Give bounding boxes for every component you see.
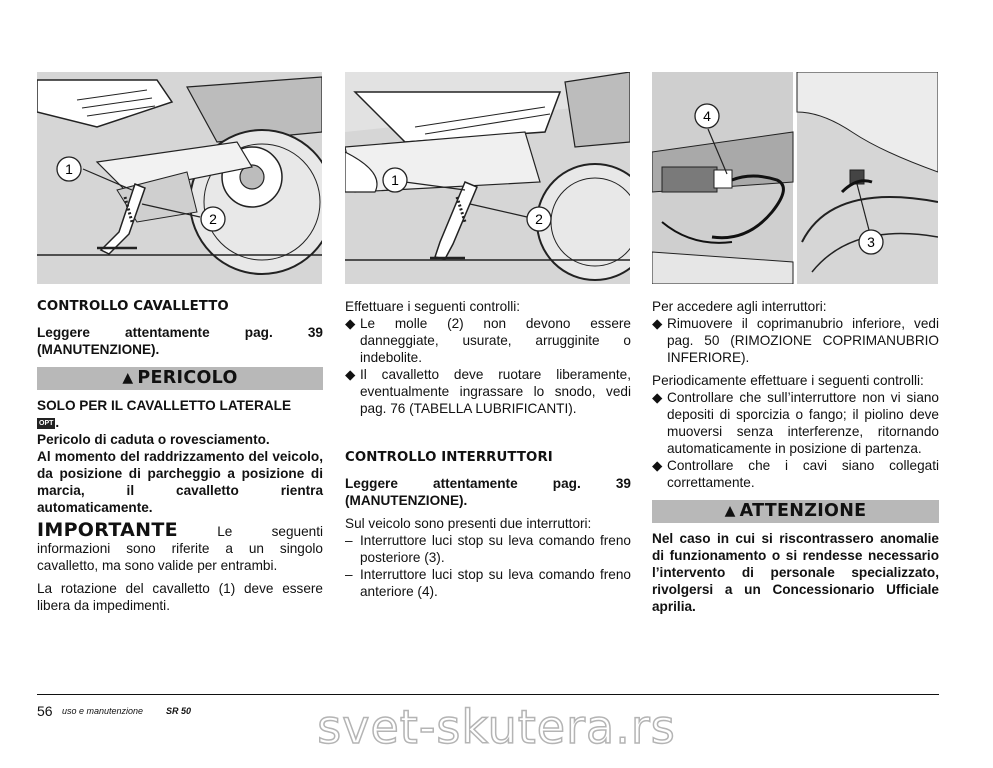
checks-intro: Effettuare i seguenti controlli: — [345, 299, 521, 314]
danger-banner — [37, 367, 323, 390]
watermark: svet-skutera.rs — [317, 700, 676, 754]
warning-triangle-icon: ▲ — [122, 370, 134, 386]
brake-switches-illustration — [652, 72, 938, 284]
danger-banner-label: PERICOLO — [137, 368, 238, 388]
diamond-bullet-icon: ◆ — [345, 367, 356, 382]
switches-intro: Sul veicolo sono presenti due interruttori: — [345, 516, 592, 531]
diamond-bullet-icon: ◆ — [345, 316, 356, 331]
page-number: 56 — [37, 703, 53, 719]
danger-auto-retract-text: Al momento del raddrizzamento del veicolo, da posizione di parcheggio a posizione di marcia, il cavalletto rientra automaticamente. — [37, 449, 323, 515]
dash-bullet: – — [345, 533, 353, 548]
list-item: ◆ Controllare che sull’interruttore non vi siano depositi di sporcizia o fango; il piolino deve muoversi senza interferenze, ritornando automaticamente in posizione di partenza. — [652, 390, 939, 456]
footer-manual-title: uso e manutenzione — [62, 706, 144, 716]
column-switch-access — [652, 298, 939, 621]
column-checks — [345, 298, 631, 606]
side-stand-only-label: SOLO PER IL CAVALLETTO LATERALE — [37, 398, 292, 413]
switches-list — [345, 532, 631, 600]
callout-1-label: 1 — [65, 161, 73, 177]
danger-fall-text: Pericolo di caduta o rovesciamento. — [37, 432, 270, 447]
callout-3-label: 3 — [867, 234, 875, 250]
section-heading-switch-check: CONTROLLO INTERRUTTORI — [345, 450, 553, 465]
important-note — [37, 519, 324, 574]
callout-1-label: 1 — [391, 172, 399, 188]
periodic-list — [652, 389, 939, 491]
list-item: ◆ Il cavalletto deve ruotare liberamente, eventualmente ingrassare lo snodo, vedi pag. 76 (TABELLA LUBRIFICANTI). — [345, 367, 631, 416]
figure-brake-switches — [652, 72, 938, 284]
list-item: ◆ Le molle (2) non devono essere danneggiate, usurate, arrugginite o indebolite. — [345, 316, 631, 365]
list-item: – Interruttore luci stop su leva comando freno posteriore (3). — [345, 533, 631, 565]
callout-2-label: 2 — [209, 211, 217, 227]
periodic-intro: Periodicamente effettuare i seguenti controlli: — [652, 373, 924, 388]
attention-text: Nel caso in cui si riscontrassero anomalie di funzionamento o si rendesse necessario l’intervento di personale specializzato, rivolgersi a un Concessionario Ufficiale aprilia. — [652, 531, 939, 614]
list-item: ◆ Rimuovere il coprimanubrio inferiore, vedi pag. 50 (RIMOZIONE COPRIMANUBRIO INFERIORE). — [652, 316, 939, 365]
center-stand-illustration — [345, 72, 630, 284]
figure-side-stand — [37, 72, 322, 284]
access-intro: Per accedere agli interruttori: — [652, 299, 827, 314]
callout-2-label: 2 — [535, 211, 543, 227]
figure-center-stand — [345, 72, 630, 284]
column-side-stand — [37, 298, 323, 620]
brand-name: aprilia — [652, 599, 693, 614]
opt-line: OPT . — [39, 415, 60, 430]
attention-banner — [652, 500, 939, 523]
footer-rule — [37, 694, 939, 695]
callout-4-label: 4 — [703, 108, 711, 124]
diamond-bullet-icon: ◆ — [652, 390, 663, 405]
list-item: ◆ Controllare che i cavi siano collegati correttamente. — [652, 458, 939, 490]
read-maintenance-note: Leggere attentamente pag. 39 (MANUTENZIONE). — [37, 325, 323, 357]
opt-badge-icon: OPT — [39, 419, 54, 427]
diamond-bullet-icon: ◆ — [652, 316, 663, 331]
stand-rotation-text: La rotazione del cavalletto (1) deve essere libera da impedimenti. — [37, 581, 323, 613]
list-item: – Interruttore luci stop su leva comando freno anteriore (4). — [345, 567, 631, 599]
section-heading-stand-check: CONTROLLO CAVALLETTO — [37, 299, 229, 314]
read-maintenance-note: Leggere attentamente pag. 39 (MANUTENZIONE). — [345, 476, 631, 508]
important-label: IMPORTANTE — [37, 519, 178, 541]
side-stand-illustration — [37, 72, 322, 284]
checks-list — [345, 315, 631, 417]
dash-bullet: – — [345, 567, 353, 582]
important-text: Le seguenti informazioni sono riferite a un singolo cavalletto, ma sono valide per entrambi. — [37, 524, 324, 573]
attention-banner-label: ATTENZIONE — [739, 501, 867, 521]
diamond-bullet-icon: ◆ — [652, 458, 663, 473]
footer-model: SR 50 — [166, 706, 192, 716]
warning-triangle-icon: ▲ — [724, 503, 736, 519]
access-list — [652, 315, 939, 366]
